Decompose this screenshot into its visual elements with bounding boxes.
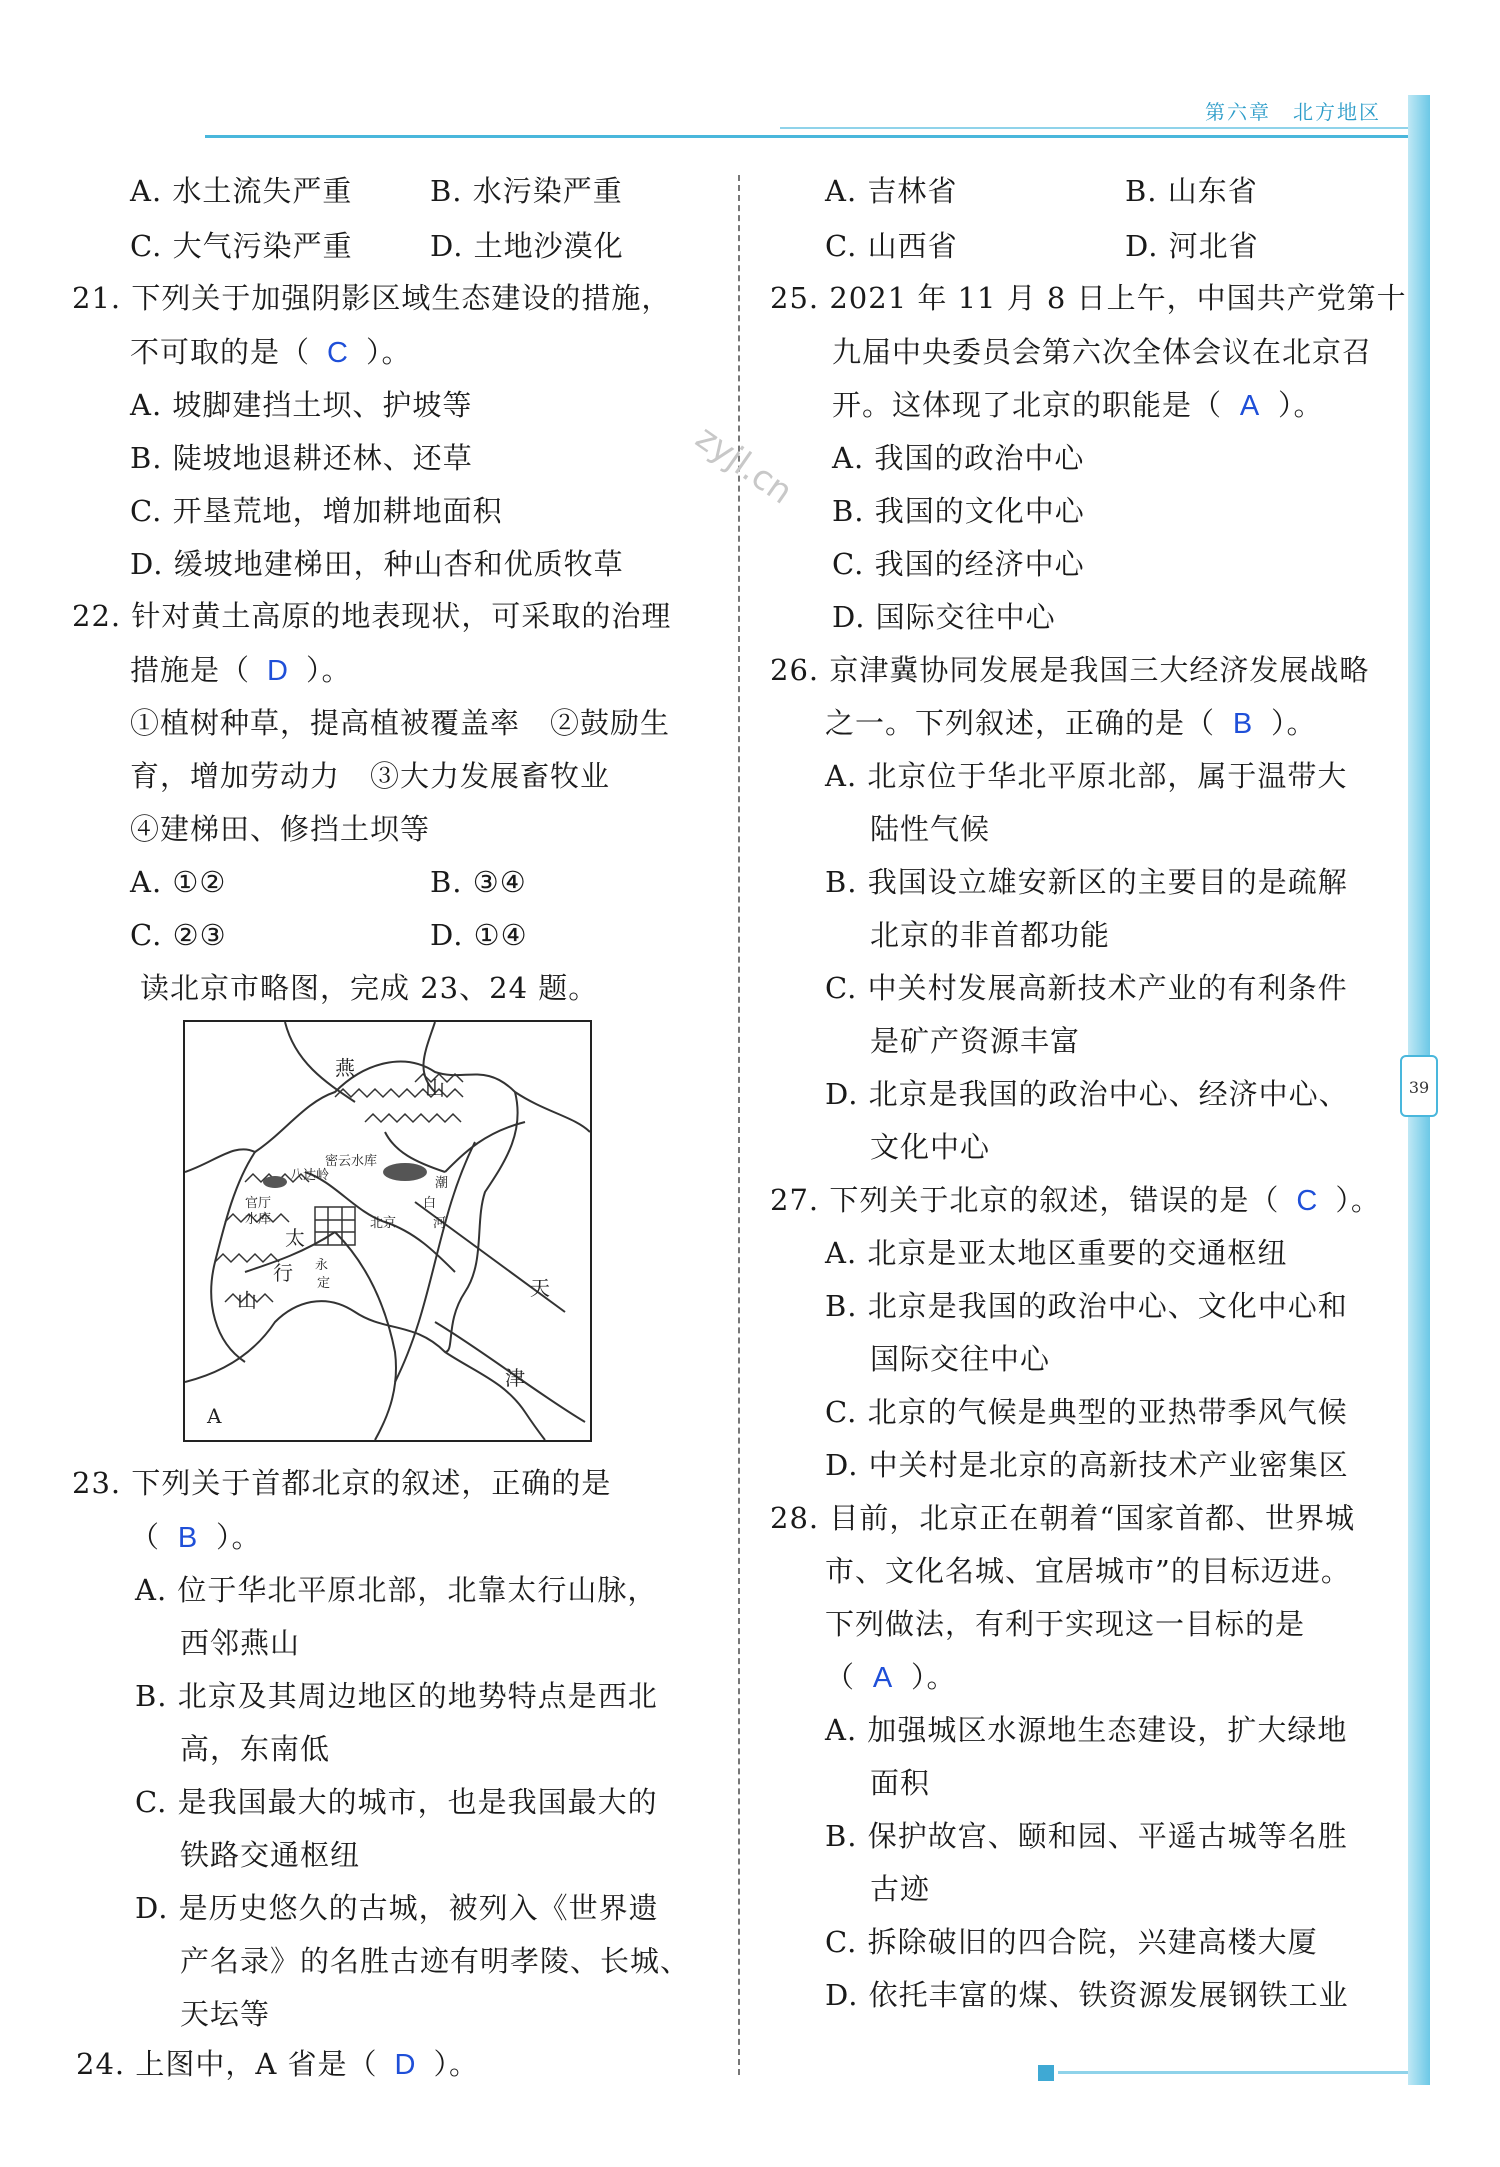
q22-statement-1: ①植树种草，提高植被覆盖率 ②鼓励生 — [130, 706, 671, 740]
map-label-tai: 太 — [285, 1226, 305, 1250]
map-boundary-south — [185, 1301, 545, 1440]
q27-option-d: D. 中关村是北京的高新技术产业密集区 — [825, 1448, 1349, 1482]
map-label-badaling: 八达岭 — [290, 1168, 330, 1183]
q24-stem: 24. 上图中，A 省是（ D ）。 — [76, 2047, 480, 2081]
q23-option-d-cont: 产名录》的名胜古迹有明孝陵、长城、 — [180, 1944, 691, 1978]
map-label-miyun: 密云水库 — [325, 1154, 378, 1169]
q23-option-d-cont-2: 天坛等 — [180, 1997, 271, 2031]
map-label-shan: 山 — [425, 1076, 445, 1100]
q27-stem: 27. 下列关于北京的叙述，错误的是（ C ）。 — [770, 1183, 1381, 1217]
q25-option-a: A. 我国的政治中心 — [832, 441, 1085, 475]
q28-stem-4: （ A ）。 — [825, 1660, 957, 1694]
q20-option-b: B. 水污染严重 — [430, 174, 623, 208]
q23-stem: 23. 下列关于首都北京的叙述，正确的是 — [72, 1466, 612, 1500]
q28-answer: A — [872, 1662, 894, 1694]
q22-stem: 22. 针对黄土高原的地表现状，可采取的治理 — [72, 599, 672, 633]
q22-option-c: C. ②③ — [130, 918, 227, 952]
map-label-beijing: 北京 — [370, 1216, 397, 1231]
map-beijing-city — [315, 1207, 355, 1245]
q27-option-b-cont: 国际交往中心 — [870, 1342, 1051, 1376]
q26-option-a-cont: 陆性气候 — [870, 812, 991, 846]
q27-answer: C — [1296, 1185, 1319, 1217]
q21-option-c: C. 开垦荒地，增加耕地面积 — [130, 494, 503, 528]
q23-option-b: B. 北京及其周边地区的地势特点是西北 — [135, 1679, 658, 1713]
q23-option-a: A. 位于华北平原北部，北靠太行山脉， — [135, 1573, 658, 1607]
map-city-block — [315, 1207, 355, 1245]
q23-option-c: C. 是我国最大的城市，也是我国最大的 — [135, 1785, 658, 1819]
map-boundary-north — [185, 1062, 590, 1172]
q28-option-a-cont: 面积 — [870, 1766, 931, 1800]
map-intro: 读北京市略图，完成 23、24 题。 — [140, 971, 599, 1005]
q22-stem-2: 措施是（ D ）。 — [130, 653, 352, 687]
map-boundary-east — [445, 1092, 518, 1352]
q23-option-a-cont: 西邻燕山 — [180, 1626, 301, 1660]
q22-option-b: B. ③④ — [430, 865, 527, 899]
q28-option-d: D. 依托丰富的煤、铁资源发展钢铁工业 — [825, 1978, 1349, 2012]
q26-option-d: D. 北京是我国的政治中心、经济中心、 — [825, 1077, 1349, 1111]
q25-answer: A — [1239, 390, 1261, 422]
q20-option-d: D. 土地沙漠化 — [430, 229, 624, 263]
q28-option-b: B. 保护故宫、颐和园、平遥古城等名胜 — [825, 1819, 1348, 1853]
q23-stem-2: （ B ）。 — [130, 1520, 262, 1554]
q26-option-b: B. 我国设立雄安新区的主要目的是疏解 — [825, 865, 1348, 899]
q26-option-a: A. 北京位于华北平原北部，属于温带大 — [825, 759, 1348, 793]
q24-option-b: B. 山东省 — [1125, 174, 1258, 208]
q26-stem-2: 之一。下列叙述，正确的是（ B ）。 — [825, 706, 1317, 740]
map-label-shan-2: 山 — [237, 1288, 257, 1312]
q25-stem: 25. 2021 年 11 月 8 日上午，中国共产党第十 — [770, 281, 1407, 315]
q27-option-a: A. 北京是亚太地区重要的交通枢纽 — [825, 1236, 1288, 1270]
q22-option-d: D. ①④ — [430, 918, 528, 952]
map-boundary-west — [211, 1152, 255, 1362]
header-rule — [205, 135, 1430, 138]
q26-stem: 26. 京津冀协同发展是我国三大经济发展战略 — [770, 653, 1370, 687]
map-label-hang: 行 — [273, 1261, 293, 1285]
q22-option-a: A. ①② — [130, 865, 227, 899]
q22-answer: D — [267, 655, 289, 687]
q22-statement-2: 育，增加劳动力 ③大力发展畜牧业 — [130, 759, 611, 793]
q23-answer: B — [177, 1522, 199, 1554]
map-label-guanting: 官厅 — [245, 1196, 272, 1211]
page-number: 39 — [1408, 1078, 1430, 1097]
map-label-yong: 永 — [315, 1258, 329, 1273]
q22-statement-3: ④建梯田、修挡土坝等 — [130, 812, 431, 846]
q27-option-c: C. 北京的气候是典型的亚热带季风气候 — [825, 1395, 1348, 1429]
map-river-yongding — [335, 1232, 396, 1440]
q27-option-b: B. 北京是我国的政治中心、文化中心和 — [825, 1289, 1348, 1323]
q24-option-c: C. 山西省 — [825, 229, 958, 263]
map-label-ding: 定 — [317, 1276, 331, 1291]
map-mountain-ridge-2 — [365, 1114, 461, 1122]
q21-stem: 21. 下列关于加强阴影区域生态建设的措施， — [72, 281, 672, 315]
watermark: zyjl.cn — [688, 417, 800, 513]
q21-stem-2: 不可取的是（ C ）。 — [130, 335, 412, 369]
map-label-bai: 白 — [423, 1196, 437, 1211]
map-mountain-ridge-5 — [215, 1254, 279, 1262]
map-label-chao: 潮 — [435, 1176, 449, 1191]
q28-stem-2: 市、文化名城、宜居城市”的目标迈进。 — [825, 1554, 1351, 1588]
q23-option-c-cont: 铁路交通枢纽 — [180, 1838, 361, 1872]
q20-option-c: C. 大气污染严重 — [130, 229, 353, 263]
q21-answer: C — [327, 337, 349, 369]
q21-option-d: D. 缓坡地建梯田，种山杏和优质牧草 — [130, 547, 624, 581]
q26-answer: B — [1232, 708, 1254, 740]
q26-option-c: C. 中关村发展高新技术产业的有利条件 — [825, 971, 1348, 1005]
q21-option-b: B. 陡坡地退耕还林、还草 — [130, 441, 473, 475]
q25-option-b: B. 我国的文化中心 — [832, 494, 1085, 528]
q25-stem-3: 开。这体现了北京的职能是（ A ）。 — [832, 388, 1324, 422]
map-label-reservoir: 水库 — [245, 1212, 272, 1227]
q20-option-a: A. 水土流失严重 — [130, 174, 353, 208]
chapter-title: 第六章 北方地区 — [1205, 100, 1381, 124]
beijing-map — [183, 1020, 592, 1442]
q21-option-a: A. 坡脚建挡土坝、护坡等 — [130, 388, 473, 422]
q28-option-b-cont: 古迹 — [870, 1872, 931, 1906]
q26-option-d-cont: 文化中心 — [870, 1130, 991, 1164]
q28-stem: 28. 目前，北京正在朝着“国家首都、世界城 — [770, 1501, 1356, 1535]
q26-option-c-cont: 是矿产资源丰富 — [870, 1024, 1081, 1058]
q24-option-a: A. 吉林省 — [825, 174, 958, 208]
q26-option-b-cont: 北京的非首都功能 — [870, 918, 1111, 952]
q24-option-d: D. 河北省 — [1125, 229, 1259, 263]
map-label-a: A — [207, 1404, 222, 1428]
map-reservoir-guanting — [263, 1176, 287, 1188]
q28-option-c: C. 拆除破旧的四合院，兴建高楼大厦 — [825, 1925, 1318, 1959]
q23-option-d: D. 是历史悠久的古城，被列入《世界遗 — [135, 1891, 659, 1925]
map-reservoir-miyun — [383, 1163, 427, 1181]
beijing-map-drawing — [185, 1022, 590, 1440]
q23-option-b-cont: 高，东南低 — [180, 1732, 331, 1766]
q25-option-d: D. 国际交往中心 — [832, 600, 1056, 634]
map-label-jin: 津 — [505, 1366, 525, 1390]
q28-stem-3: 下列做法，有利于实现这一目标的是 — [825, 1607, 1306, 1641]
q28-option-a: A. 加强城区水源地生态建设，扩大绿地 — [825, 1713, 1348, 1747]
map-road-3 — [445, 1122, 525, 1172]
q25-stem-2: 九届中央委员会第六次全体会议在北京召 — [832, 335, 1373, 369]
q25-option-c: C. 我国的经济中心 — [832, 547, 1085, 581]
map-label-tian: 天 — [530, 1276, 550, 1300]
map-label-yan: 燕 — [335, 1056, 355, 1080]
map-label-he: 河 — [433, 1216, 447, 1231]
footer-square — [1038, 2065, 1054, 2081]
footer-rule — [1058, 2071, 1408, 2074]
header-rule-thin — [780, 127, 1430, 129]
q24-answer: D — [394, 2049, 417, 2081]
